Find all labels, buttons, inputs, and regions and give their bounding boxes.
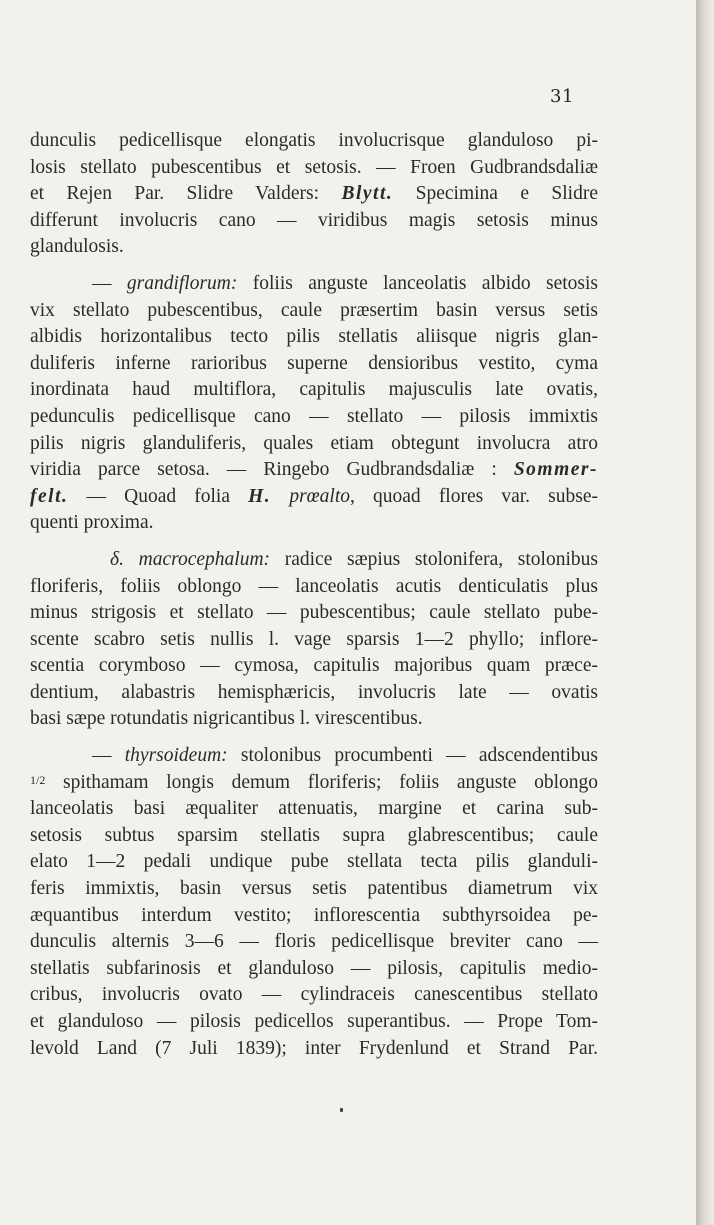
text-line: losis stellato pubescentibus et setosis. — Froen Gudbrandsdaliæ [30, 156, 598, 178]
text-line [30, 743, 598, 770]
text-line [30, 271, 598, 298]
text-line: albidis horizontalibus tecto pilis stellatis aliisque nigris glan- [30, 326, 598, 348]
text-line: pedunculis pedicellisque cano — stellato — pilosis immixtis [30, 405, 598, 427]
text-line [30, 770, 598, 797]
text-line: et glanduloso — pilosis pedicellos superantibus. — Prope Tom- [30, 1011, 598, 1032]
author-name: Blytt. [341, 183, 394, 205]
paragraph-1 [30, 128, 598, 261]
print-speck [340, 1108, 343, 1112]
paragraph-4 [30, 743, 598, 1062]
fraction: 1/2 [30, 772, 46, 787]
text-line: feris immixtis, basin versus setis patentibus diametrum vix [30, 878, 598, 900]
text-line: quenti proxima. [30, 512, 154, 534]
page-number: 31 [550, 86, 574, 107]
text-line: dunculis pedicellisque elongatis involucrisque glanduloso pi- [30, 130, 598, 151]
text-line: minus strigosis et stellato — pubescentibus; caule stellato pube- [30, 602, 598, 624]
text-segment: stolonibus procumbenti — adscendentibus [227, 745, 599, 767]
text-line: basi sæpe rotundatis nigricantibus l. virescentibus. [30, 708, 423, 730]
reference-name: H. [248, 485, 272, 507]
paragraph-2 [30, 271, 598, 537]
text-line: dentium, alabastris hemisphæricis, involucris late — ovatis [30, 681, 598, 703]
page-edge-shadow [696, 0, 714, 1225]
reference-species: prœalto [289, 485, 351, 507]
text-line: inordinata haud multiflora, capitulis majusculis late ovatis, [30, 379, 598, 401]
text-line: floriferis, foliis oblongo — lanceolatis acutis denticulatis plus [30, 575, 598, 597]
text-line: glandulosis. [30, 236, 124, 258]
text-line: vix stellato pubescentibus, caule præsertim basin versus setis [30, 299, 598, 321]
variety-name: thyrsoideum: [124, 745, 228, 767]
text-segment: radice sæpius stolonifera, stolonibus [270, 548, 598, 570]
text-line: dunculis alternis 3—6 — floris pedicellisque breviter cano — [30, 931, 598, 953]
variety-name: macrocephalum: [138, 548, 271, 570]
text-line: differunt involucris cano — viridibus magis setosis minus [30, 209, 598, 231]
text-segment: Specimina e Slidre [393, 183, 598, 205]
text-line: stellatis subfarinosis et glanduloso — pilosis, capitulis medio- [30, 957, 598, 979]
text-line: setosis subtus sparsim stellatis supra glabrescentibus; caule [30, 824, 598, 846]
variety-prefix: δ. [110, 548, 139, 570]
author-name: felt. [30, 485, 69, 507]
paragraph-gap [30, 261, 598, 271]
text-line: cribus, involucris ovato — cylindraceis canescentibus stellato [30, 984, 598, 1006]
paragraph-gap [30, 537, 598, 547]
dash: — [92, 745, 125, 767]
text-segment: et Rejen Par. Slidre Valders: [30, 183, 342, 205]
paragraph-3 [30, 547, 598, 733]
text-segment: — Quoad folia [86, 485, 249, 507]
text-line [30, 457, 598, 484]
paragraph-gap [30, 733, 598, 743]
text-line: pilis nigris glanduliferis, quales etiam obtegunt involucra atro [30, 432, 598, 454]
text-line: elato 1—2 pedali undique pube stellata tecta pilis glanduli- [30, 851, 598, 873]
text-line: scente scabro setis nullis l. vage sparsis 1—2 phyllo; inflore- [30, 628, 598, 650]
text-segment: spithamam longis demum floriferis; foliis anguste oblongo [45, 771, 598, 793]
text-segment: , quoad flores var. subse- [350, 485, 599, 507]
text-segment: foliis anguste lanceolatis albido setosis [237, 272, 599, 294]
text-line [30, 547, 598, 574]
dash: — [92, 272, 127, 294]
author-name: Sommer- [513, 459, 598, 481]
text-line: lanceolatis basi æqualiter attenuatis, margine et carina sub- [30, 798, 598, 820]
text-line [30, 484, 598, 511]
text-line: duliferis inferne rarioribus superne densioribus vestito, cyma [30, 352, 598, 374]
variety-name: grandiflorum: [126, 272, 238, 294]
text-line [30, 181, 598, 208]
page-body-text [30, 128, 598, 1062]
text-line: scentia corymboso — cymosa, capitulis majoribus quam præce- [30, 655, 598, 677]
text-line: æquantibus interdum vestito; inflorescentia subthyrsoidea pe- [30, 904, 598, 926]
text-line: levold Land (7 Juli 1839); inter Frydenlund et Strand Par. [30, 1037, 598, 1059]
text-segment: viridia parce setosa. — Ringebo Gudbrandsdaliæ : [30, 459, 514, 481]
